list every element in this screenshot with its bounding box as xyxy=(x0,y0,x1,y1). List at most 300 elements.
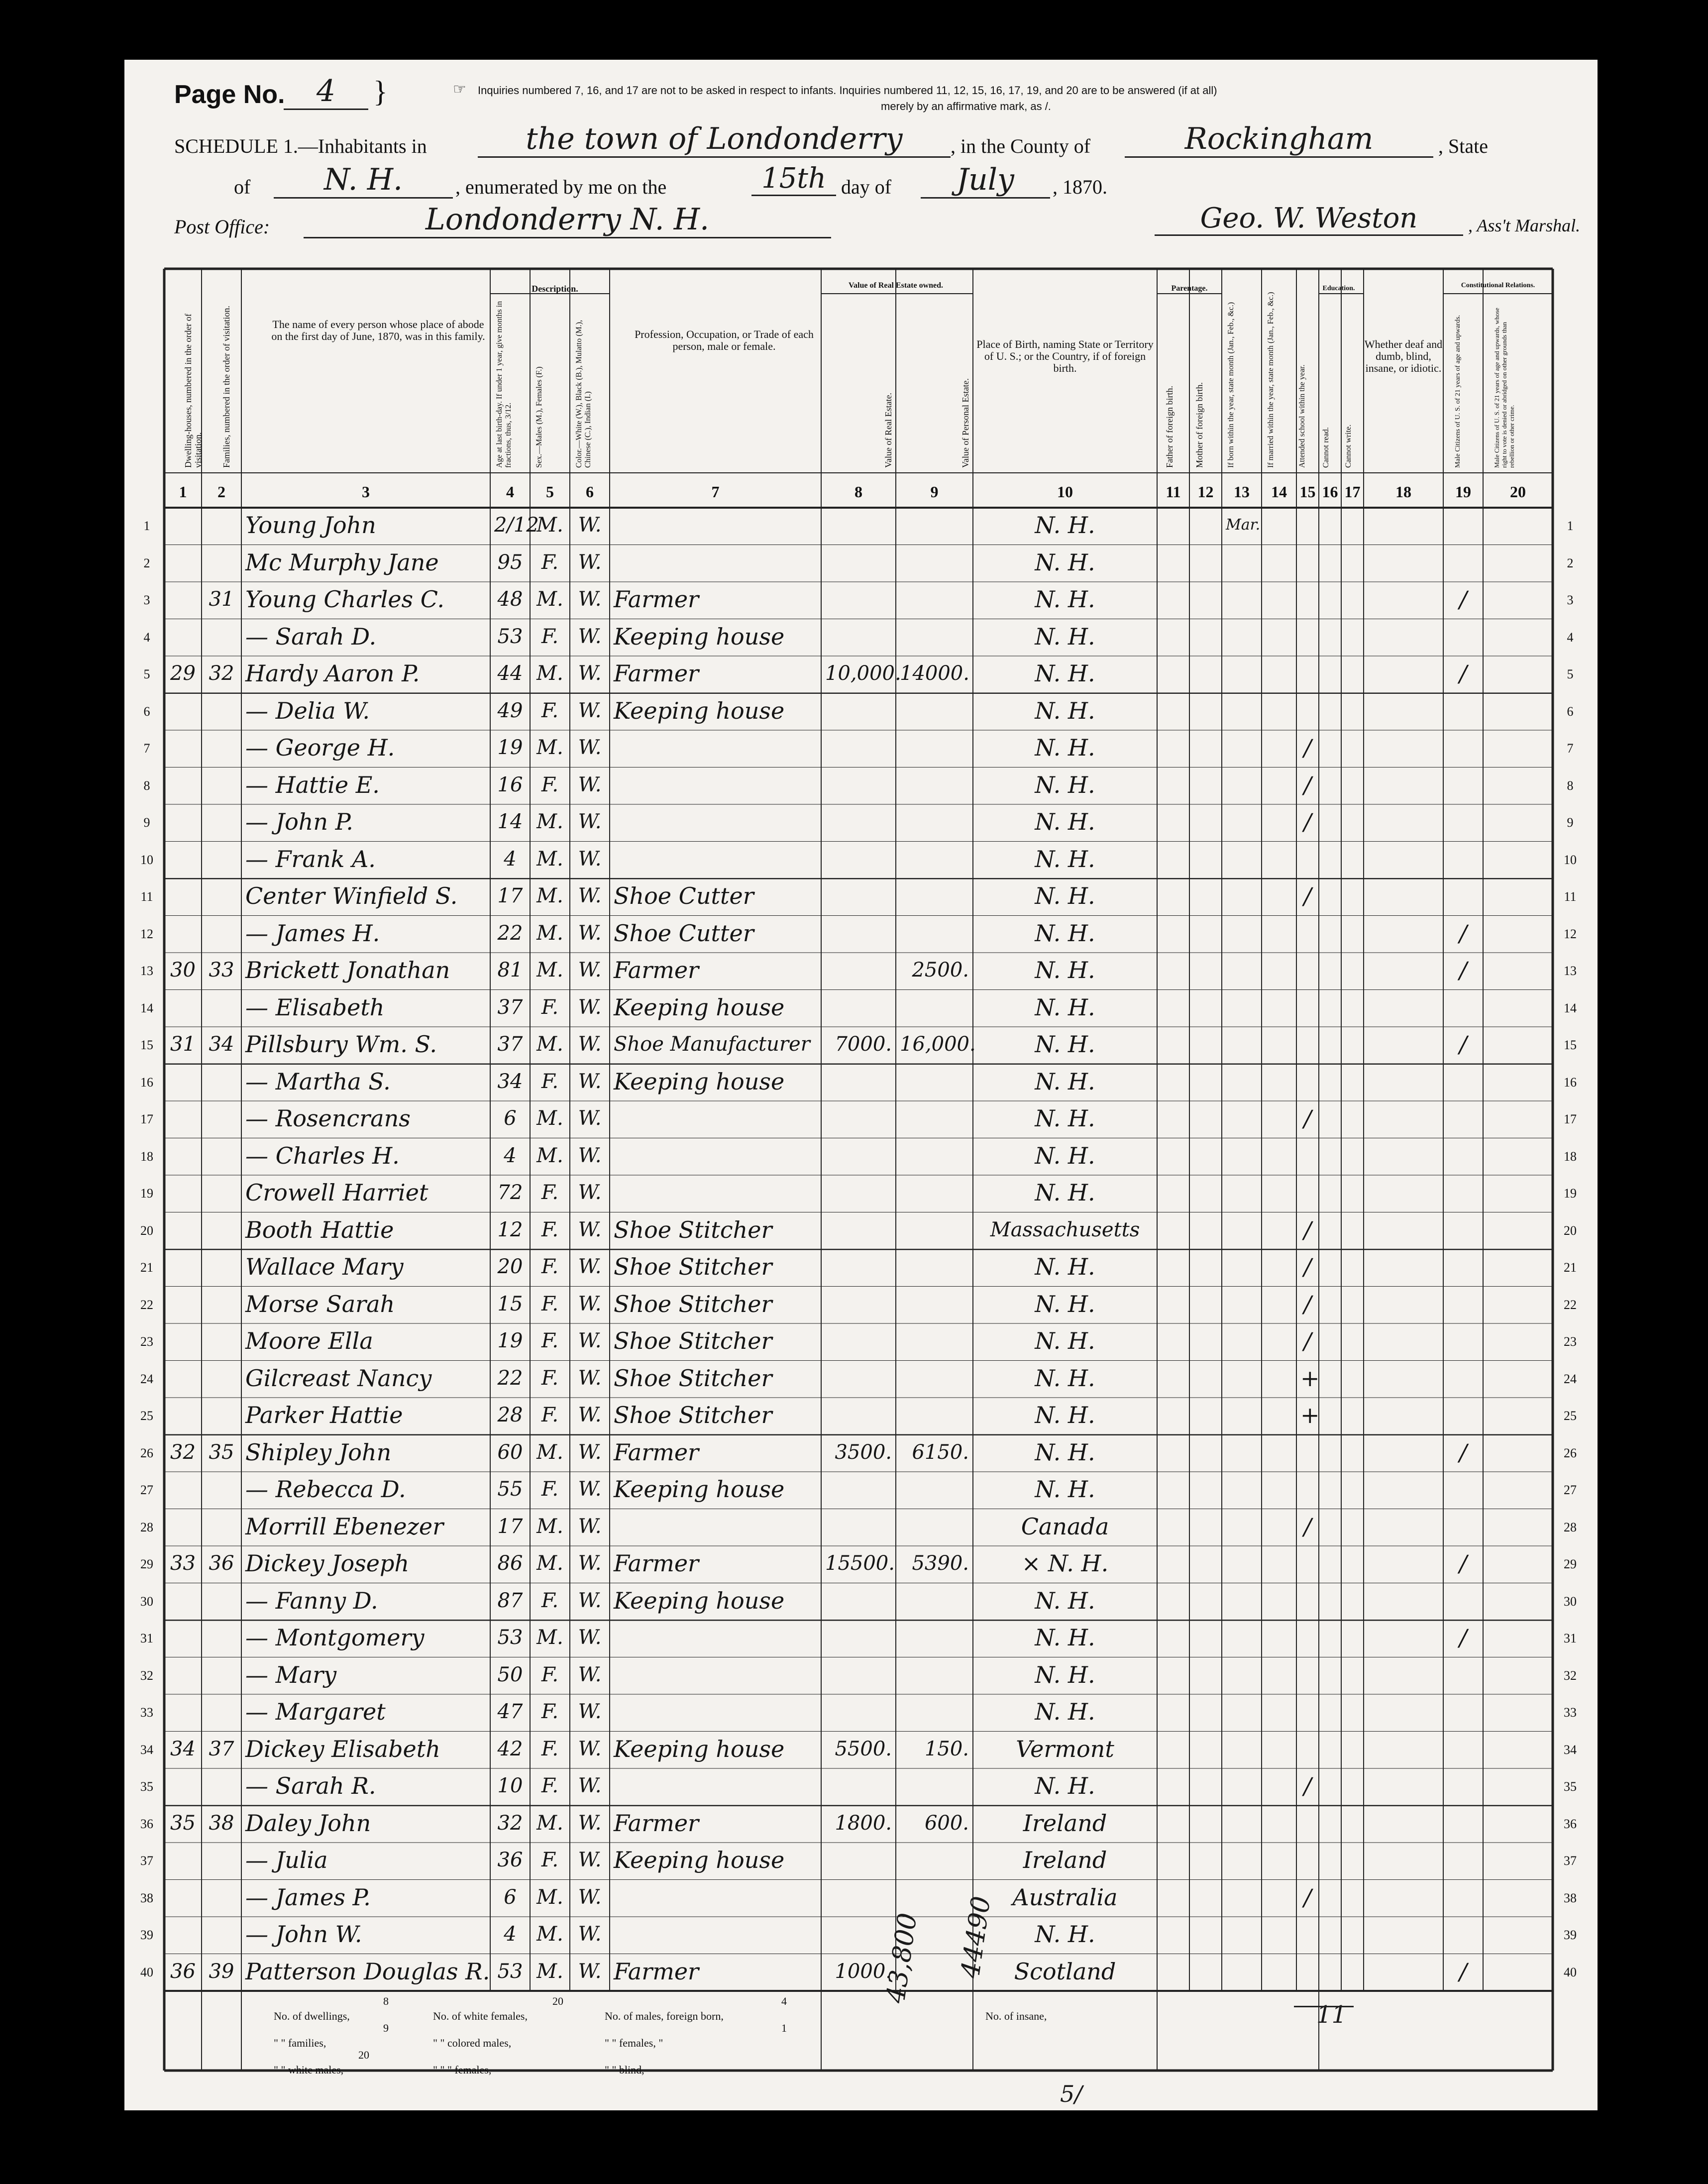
row-number-left: 2 xyxy=(143,555,150,570)
family-number: 37 xyxy=(209,1737,234,1760)
column-number: 7 xyxy=(711,483,720,501)
age: 42 xyxy=(497,1737,523,1760)
row-number-left: 24 xyxy=(140,1371,153,1386)
row-number-left: 1 xyxy=(143,519,150,533)
age: 44 xyxy=(497,662,523,685)
color: W. xyxy=(578,995,602,1019)
occupation: Shoe Stitcher xyxy=(614,1290,772,1317)
row-number-left: 28 xyxy=(140,1520,153,1534)
person-name: — Margaret xyxy=(245,1698,386,1725)
footer-males-foreign: 4 xyxy=(781,1995,787,2007)
occupation: Shoe Stitcher xyxy=(614,1216,772,1243)
occupation: Shoe Cutter xyxy=(614,919,754,947)
attended-school: / xyxy=(1303,882,1312,909)
occupation: Farmer xyxy=(614,1438,699,1466)
color: W. xyxy=(578,1885,602,1909)
column-number: 20 xyxy=(1510,483,1526,501)
col-header-deaf-blind: Whether deaf and dumb, blind, insane, or idiotic. xyxy=(1364,338,1443,374)
color: W. xyxy=(578,1515,602,1538)
sex: M. xyxy=(536,1960,563,1983)
col-header-color: Color.—White (W.), Black (B.), Mulatto (M.), Chinese (C.), Indian (I.) xyxy=(575,320,592,468)
education-group-header: Education. xyxy=(1322,285,1355,292)
footer-dwellings-label: No. of dwellings, xyxy=(274,2010,350,2022)
state-name: N. H. xyxy=(274,162,453,199)
row-number-right: 20 xyxy=(1564,1223,1577,1238)
sex: M. xyxy=(536,662,563,685)
person-name: — Delia W. xyxy=(245,697,370,724)
male-citizen: / xyxy=(1459,1438,1467,1466)
age: 12 xyxy=(497,1218,523,1241)
row-number-right: 35 xyxy=(1564,1779,1577,1794)
birthplace: N. H. xyxy=(1035,808,1095,835)
sex: F. xyxy=(541,773,559,796)
footer-white-females-label: No. of white females, xyxy=(433,2010,528,2022)
birthplace: N. H. xyxy=(1035,1253,1095,1280)
column-number: 14 xyxy=(1271,483,1287,501)
color: W. xyxy=(578,1626,602,1649)
column-number: 9 xyxy=(930,483,939,501)
color: W. xyxy=(578,625,602,648)
real-estate-value: 1800. xyxy=(835,1811,892,1835)
real-estate-value: 10,000. xyxy=(825,662,901,685)
color: W. xyxy=(578,1960,602,1983)
birthplace: N. H. xyxy=(1035,919,1095,947)
real-estate-value: 3500. xyxy=(835,1440,892,1464)
row-number-left: 11 xyxy=(140,889,153,904)
row-number-left: 26 xyxy=(140,1445,153,1460)
male-citizen: / xyxy=(1459,660,1467,687)
personal-estate-value: 14000. xyxy=(900,662,969,685)
row-number-left: 16 xyxy=(140,1075,153,1090)
sex: F. xyxy=(541,550,559,574)
column-number: 8 xyxy=(854,483,862,501)
age: 10 xyxy=(497,1774,523,1797)
dwelling-number: 36 xyxy=(170,1960,196,1983)
occupation: Keeping house xyxy=(614,623,785,650)
sex: F. xyxy=(541,1218,559,1241)
color: W. xyxy=(578,1218,602,1241)
row-number-right: 29 xyxy=(1564,1557,1577,1571)
birthplace: N. H. xyxy=(1035,512,1095,539)
post-office: Londonderry N. H. xyxy=(304,202,831,238)
color: W. xyxy=(578,1107,602,1130)
sex: F. xyxy=(541,1366,559,1390)
dwelling-number: 35 xyxy=(170,1811,196,1835)
row-number-right: 18 xyxy=(1564,1149,1577,1164)
age: 15 xyxy=(497,1292,523,1315)
birthplace: N. H. xyxy=(1035,1476,1095,1503)
age: 86 xyxy=(497,1552,523,1575)
sex: F. xyxy=(541,1849,559,1871)
age: 72 xyxy=(497,1181,523,1204)
family-number: 32 xyxy=(209,662,234,685)
birthplace: Massachusetts xyxy=(990,1218,1140,1241)
attended-school: / xyxy=(1303,1253,1312,1280)
birthplace: N. H. xyxy=(1035,993,1095,1021)
county-name: Rockingham xyxy=(1125,121,1433,158)
birthplace: N. H. xyxy=(1035,1068,1095,1095)
birthplace: N. H. xyxy=(1035,771,1095,798)
color: W. xyxy=(578,1849,602,1871)
birthplace: Australia xyxy=(1012,1883,1118,1911)
column-number: 16 xyxy=(1322,483,1338,501)
notice-line-2: merely by an affirmative mark, as /. xyxy=(881,100,1051,112)
row-number-right: 9 xyxy=(1567,815,1574,830)
birthplace: N. H. xyxy=(1035,586,1095,613)
color: W. xyxy=(578,1144,602,1167)
row-number-right: 11 xyxy=(1564,889,1577,904)
row-number-right: 13 xyxy=(1564,964,1577,978)
occupation: Shoe Cutter xyxy=(614,882,754,909)
row-number-right: 23 xyxy=(1564,1334,1577,1349)
age: 55 xyxy=(497,1478,523,1501)
row-number-right: 15 xyxy=(1564,1038,1577,1052)
column-number: 18 xyxy=(1395,483,1411,501)
sex: M. xyxy=(536,1033,563,1056)
color: W. xyxy=(578,921,602,945)
person-name: Wallace Mary xyxy=(245,1253,404,1280)
person-name: — Mary xyxy=(245,1661,337,1688)
row-number-left: 14 xyxy=(140,1000,153,1015)
col-header-dwelling: Dwelling-houses, numbered in the order of visitation. xyxy=(183,314,203,468)
footer-families: 9 xyxy=(383,2022,389,2034)
person-name: Dickey Joseph xyxy=(245,1550,410,1577)
person-name: — Martha S. xyxy=(245,1068,391,1095)
color: W. xyxy=(578,1181,602,1204)
bottom-stray-mark: 5/ xyxy=(1060,2080,1082,2107)
col-header-name: The name of every person whose place of abode on the first day of June, 1870, was in this family. xyxy=(271,318,485,342)
sex: F. xyxy=(541,1478,559,1501)
personal-estate-value: 5390. xyxy=(912,1552,969,1575)
color: W. xyxy=(578,662,602,685)
row-number-left: 4 xyxy=(143,630,150,645)
row-number-right: 32 xyxy=(1564,1668,1577,1683)
attended-school: + xyxy=(1300,1364,1320,1392)
footer-females-foreign: 1 xyxy=(781,2022,787,2034)
age: 4 xyxy=(504,1923,517,1946)
attended-school: / xyxy=(1303,771,1312,798)
person-name: — James H. xyxy=(245,919,380,947)
occupation: Shoe Manufacturer xyxy=(614,1033,810,1056)
row-number-left: 35 xyxy=(140,1779,153,1794)
family-number: 39 xyxy=(209,1960,234,1983)
col-header-attended-school: Attended school within the year. xyxy=(1298,364,1306,468)
real-estate-value: 15500. xyxy=(825,1552,895,1575)
row-number-right: 34 xyxy=(1564,1742,1577,1757)
person-name: — Hattie E. xyxy=(245,771,380,798)
occupation: Farmer xyxy=(614,1809,699,1837)
color: W. xyxy=(578,1478,602,1501)
sex: F. xyxy=(541,1663,559,1686)
color: W. xyxy=(578,1737,602,1760)
age: 17 xyxy=(497,1515,523,1538)
footer-colored-females-label: " " " females, xyxy=(433,2064,492,2076)
column-number: 12 xyxy=(1197,483,1214,501)
column-number: 15 xyxy=(1299,483,1316,501)
sex: F. xyxy=(541,1700,559,1723)
marshal-name: Geo. W. Weston xyxy=(1155,202,1463,236)
real-estate-value: 1000. xyxy=(835,1960,892,1983)
age: 48 xyxy=(497,588,523,611)
sex: M. xyxy=(536,514,563,537)
attended-school: / xyxy=(1303,1327,1312,1354)
sex: F. xyxy=(541,1404,559,1426)
birthplace: N. H. xyxy=(1035,1327,1095,1354)
person-name: — Sarah R. xyxy=(245,1772,376,1799)
person-name: Center Winfield S. xyxy=(245,882,458,909)
sex: F. xyxy=(541,699,559,722)
footer-white-males-label: " " white males, xyxy=(274,2064,344,2076)
occupation: Keeping house xyxy=(614,1587,785,1614)
col-header-vote-denied: Male Citizens of U. S. of 21 years of age and upwards, whose right to vote is denied or abridged on other grounds than rebellion or other crime. xyxy=(1493,308,1515,468)
occupation: Shoe Stitcher xyxy=(614,1402,772,1428)
row-number-left: 33 xyxy=(140,1705,153,1720)
person-name: — Montgomery xyxy=(245,1624,425,1651)
age: 22 xyxy=(497,1366,523,1390)
attended-school: / xyxy=(1303,1513,1312,1540)
sex: M. xyxy=(536,736,563,759)
row-number-left: 10 xyxy=(140,852,153,867)
birthplace: Ireland xyxy=(1023,1847,1107,1873)
row-number-right: 22 xyxy=(1564,1297,1577,1312)
attended-school: / xyxy=(1303,1772,1312,1799)
age: 53 xyxy=(497,1626,523,1649)
age: 47 xyxy=(497,1700,523,1723)
column-number: 19 xyxy=(1455,483,1471,501)
age: 19 xyxy=(497,736,523,759)
age: 60 xyxy=(497,1440,523,1464)
constitutional-group-header: Constitutional Relations. xyxy=(1461,282,1535,289)
sex: M. xyxy=(536,588,563,611)
male-citizen: / xyxy=(1459,919,1467,947)
footer-dash-mark xyxy=(1294,2006,1354,2007)
person-name: Pillsbury Wm. S. xyxy=(245,1031,437,1058)
birthplace: N. H. xyxy=(1035,1698,1095,1725)
parentage-group-header: Parentage. xyxy=(1171,284,1208,293)
personal-estate-value: 150. xyxy=(924,1737,969,1760)
family-number: 31 xyxy=(209,588,234,611)
person-name: — Rebecca D. xyxy=(245,1476,406,1503)
row-number-right: 40 xyxy=(1564,1965,1577,1979)
age: 28 xyxy=(497,1404,523,1426)
sex: M. xyxy=(536,1923,563,1946)
birthplace: N. H. xyxy=(1035,623,1095,650)
person-name: Daley John xyxy=(245,1809,371,1837)
row-number-right: 16 xyxy=(1564,1075,1577,1090)
male-citizen: / xyxy=(1459,1550,1467,1577)
person-name: Gilcreast Nancy xyxy=(245,1364,432,1392)
occupation: Shoe Stitcher xyxy=(614,1253,772,1280)
schedule-label: SCHEDULE 1.—Inhabitants in xyxy=(174,135,427,157)
age: 50 xyxy=(497,1663,523,1686)
attended-school: / xyxy=(1303,1216,1312,1243)
column-number: 10 xyxy=(1057,483,1073,501)
personal-estate-value: 2500. xyxy=(912,959,969,982)
born-within-year: Mar. xyxy=(1226,516,1261,534)
family-number: 34 xyxy=(209,1033,234,1056)
row-number-left: 3 xyxy=(143,593,150,607)
row-number-left: 25 xyxy=(140,1409,153,1423)
age: 49 xyxy=(497,699,523,722)
color: W. xyxy=(578,1440,602,1464)
person-name: Mc Murphy Jane xyxy=(245,548,439,576)
sex: F. xyxy=(541,1255,559,1278)
occupation: Keeping house xyxy=(614,1068,785,1095)
post-office-label: Post Office: xyxy=(174,216,270,238)
age: 32 xyxy=(497,1811,523,1835)
attended-school: / xyxy=(1303,1290,1312,1317)
birthplace: Scotland xyxy=(1014,1958,1116,1985)
col-header-family: Families, numbered in the order of visitation. xyxy=(221,306,231,468)
color: W. xyxy=(578,1700,602,1723)
row-number-right: 27 xyxy=(1564,1483,1577,1497)
color: W. xyxy=(578,884,602,907)
family-number: 33 xyxy=(209,959,234,982)
person-name: Young John xyxy=(245,512,376,539)
color: W. xyxy=(578,1811,602,1835)
real-estate-value: 5500. xyxy=(835,1737,892,1760)
occupation: Farmer xyxy=(614,660,699,687)
pointing-hand-icon: ☞ xyxy=(453,81,466,98)
row-number-right: 2 xyxy=(1567,555,1574,570)
row-number-right: 17 xyxy=(1564,1112,1577,1126)
sex: F. xyxy=(541,1329,559,1352)
row-number-left: 29 xyxy=(140,1557,153,1571)
sex: M. xyxy=(536,959,563,982)
birthplace: N. H. xyxy=(1035,1290,1095,1317)
row-number-left: 23 xyxy=(140,1334,153,1349)
col-header-birthplace: Place of Birth, naming State or Territory of U. S.; or the Country, if of foreign birth. xyxy=(976,338,1154,374)
col-header-age: Age at last birth-day. If under 1 year, give months in fractions, thus, 3/12. xyxy=(495,301,513,468)
footer-families-label: " " families, xyxy=(274,2037,326,2049)
person-name: — John W. xyxy=(245,1921,362,1948)
color: W. xyxy=(578,1070,602,1093)
birthplace: N. H. xyxy=(1035,1438,1095,1466)
row-number-left: 39 xyxy=(140,1928,153,1942)
age: 6 xyxy=(504,1885,517,1909)
row-number-right: 39 xyxy=(1564,1928,1577,1942)
age: 14 xyxy=(497,810,523,833)
color: W. xyxy=(578,514,602,537)
birthplace: × N. H. xyxy=(1021,1550,1109,1577)
row-number-left: 37 xyxy=(140,1854,153,1868)
row-number-right: 4 xyxy=(1567,630,1574,645)
row-number-left: 40 xyxy=(140,1965,153,1979)
row-number-left: 30 xyxy=(140,1594,153,1609)
birthplace: N. H. xyxy=(1035,1661,1095,1688)
column-number: 5 xyxy=(546,483,554,501)
birthplace: N. H. xyxy=(1035,1105,1095,1132)
sex: F. xyxy=(541,995,559,1019)
age: 4 xyxy=(504,1144,517,1167)
person-name: Young Charles C. xyxy=(245,586,444,613)
sex: M. xyxy=(536,1885,563,1909)
enumeration-month: July xyxy=(921,162,1050,199)
person-name: Shipley John xyxy=(245,1438,392,1466)
person-name: — Sarah D. xyxy=(245,623,377,650)
color: W. xyxy=(578,1552,602,1575)
person-name: — Elisabeth xyxy=(245,993,385,1021)
age: 53 xyxy=(497,625,523,648)
person-name: — Julia xyxy=(245,1847,328,1873)
page-number: 4 xyxy=(284,74,368,110)
person-name: Brickett Jonathan xyxy=(245,957,450,983)
sex: F. xyxy=(541,1070,559,1093)
color: W. xyxy=(578,1404,602,1426)
footer-colored-males-label: " " colored males, xyxy=(433,2037,512,2049)
age: 17 xyxy=(497,884,523,907)
col-header-occupation: Profession, Occupation, or Trade of each person, male or female. xyxy=(635,328,814,352)
row-number-left: 27 xyxy=(140,1483,153,1497)
row-number-right: 7 xyxy=(1567,741,1574,756)
personal-estate-value: 600. xyxy=(924,1811,969,1835)
brace-mark: } xyxy=(373,75,388,108)
person-name: Morse Sarah xyxy=(245,1290,395,1317)
color: W. xyxy=(578,1033,602,1056)
color: W. xyxy=(578,1663,602,1686)
county-label: , in the County of xyxy=(951,135,1091,157)
color: W. xyxy=(578,736,602,759)
personal-estate-value: 6150. xyxy=(912,1440,969,1464)
color: W. xyxy=(578,550,602,574)
age: 37 xyxy=(497,995,523,1019)
day-of-label: day of xyxy=(841,176,892,198)
occupation: Farmer xyxy=(614,586,699,613)
age: 95 xyxy=(497,550,523,574)
page-label: Page No. xyxy=(174,80,285,109)
col-header-personal-estate: Value of Personal Estate. xyxy=(961,378,970,468)
row-number-left: 38 xyxy=(140,1890,153,1905)
column-number: 1 xyxy=(179,483,187,501)
row-number-right: 31 xyxy=(1564,1631,1577,1645)
color: W. xyxy=(578,959,602,982)
attended-school: / xyxy=(1303,1883,1312,1911)
real-estate-value: 7000. xyxy=(835,1033,892,1056)
dwelling-number: 31 xyxy=(170,1033,196,1056)
total-real-estate: 43,800 xyxy=(881,1911,923,2005)
birthplace: N. H. xyxy=(1035,1142,1095,1169)
row-number-right: 26 xyxy=(1564,1445,1577,1460)
age: 6 xyxy=(504,1107,517,1130)
row-number-left: 6 xyxy=(143,704,150,719)
row-number-right: 21 xyxy=(1564,1260,1577,1275)
age: 19 xyxy=(497,1329,523,1352)
birthplace: N. H. xyxy=(1035,548,1095,576)
male-citizen: / xyxy=(1459,1624,1467,1651)
row-number-left: 7 xyxy=(143,741,150,756)
age: 2/12 xyxy=(494,514,539,537)
enumerated-label: , enumerated by me on the xyxy=(455,176,667,198)
color: W. xyxy=(578,810,602,833)
row-number-left: 20 xyxy=(140,1223,153,1238)
sex: M. xyxy=(536,1626,563,1649)
color: W. xyxy=(578,1292,602,1315)
row-number-left: 19 xyxy=(140,1186,153,1201)
age: 16 xyxy=(497,773,523,796)
attended-school: / xyxy=(1303,734,1312,761)
enumeration-place: the town of Londonderry xyxy=(478,121,951,158)
color: W. xyxy=(578,1329,602,1352)
column-number: 17 xyxy=(1344,483,1361,501)
row-number-left: 8 xyxy=(143,778,150,793)
male-citizen: / xyxy=(1459,1031,1467,1058)
age: 53 xyxy=(497,1960,523,1983)
description-group-header: Description. xyxy=(532,284,578,294)
row-number-left: 9 xyxy=(143,815,150,830)
color: W. xyxy=(578,1366,602,1390)
occupation: Farmer xyxy=(614,1550,699,1577)
row-number-left: 22 xyxy=(140,1297,153,1312)
